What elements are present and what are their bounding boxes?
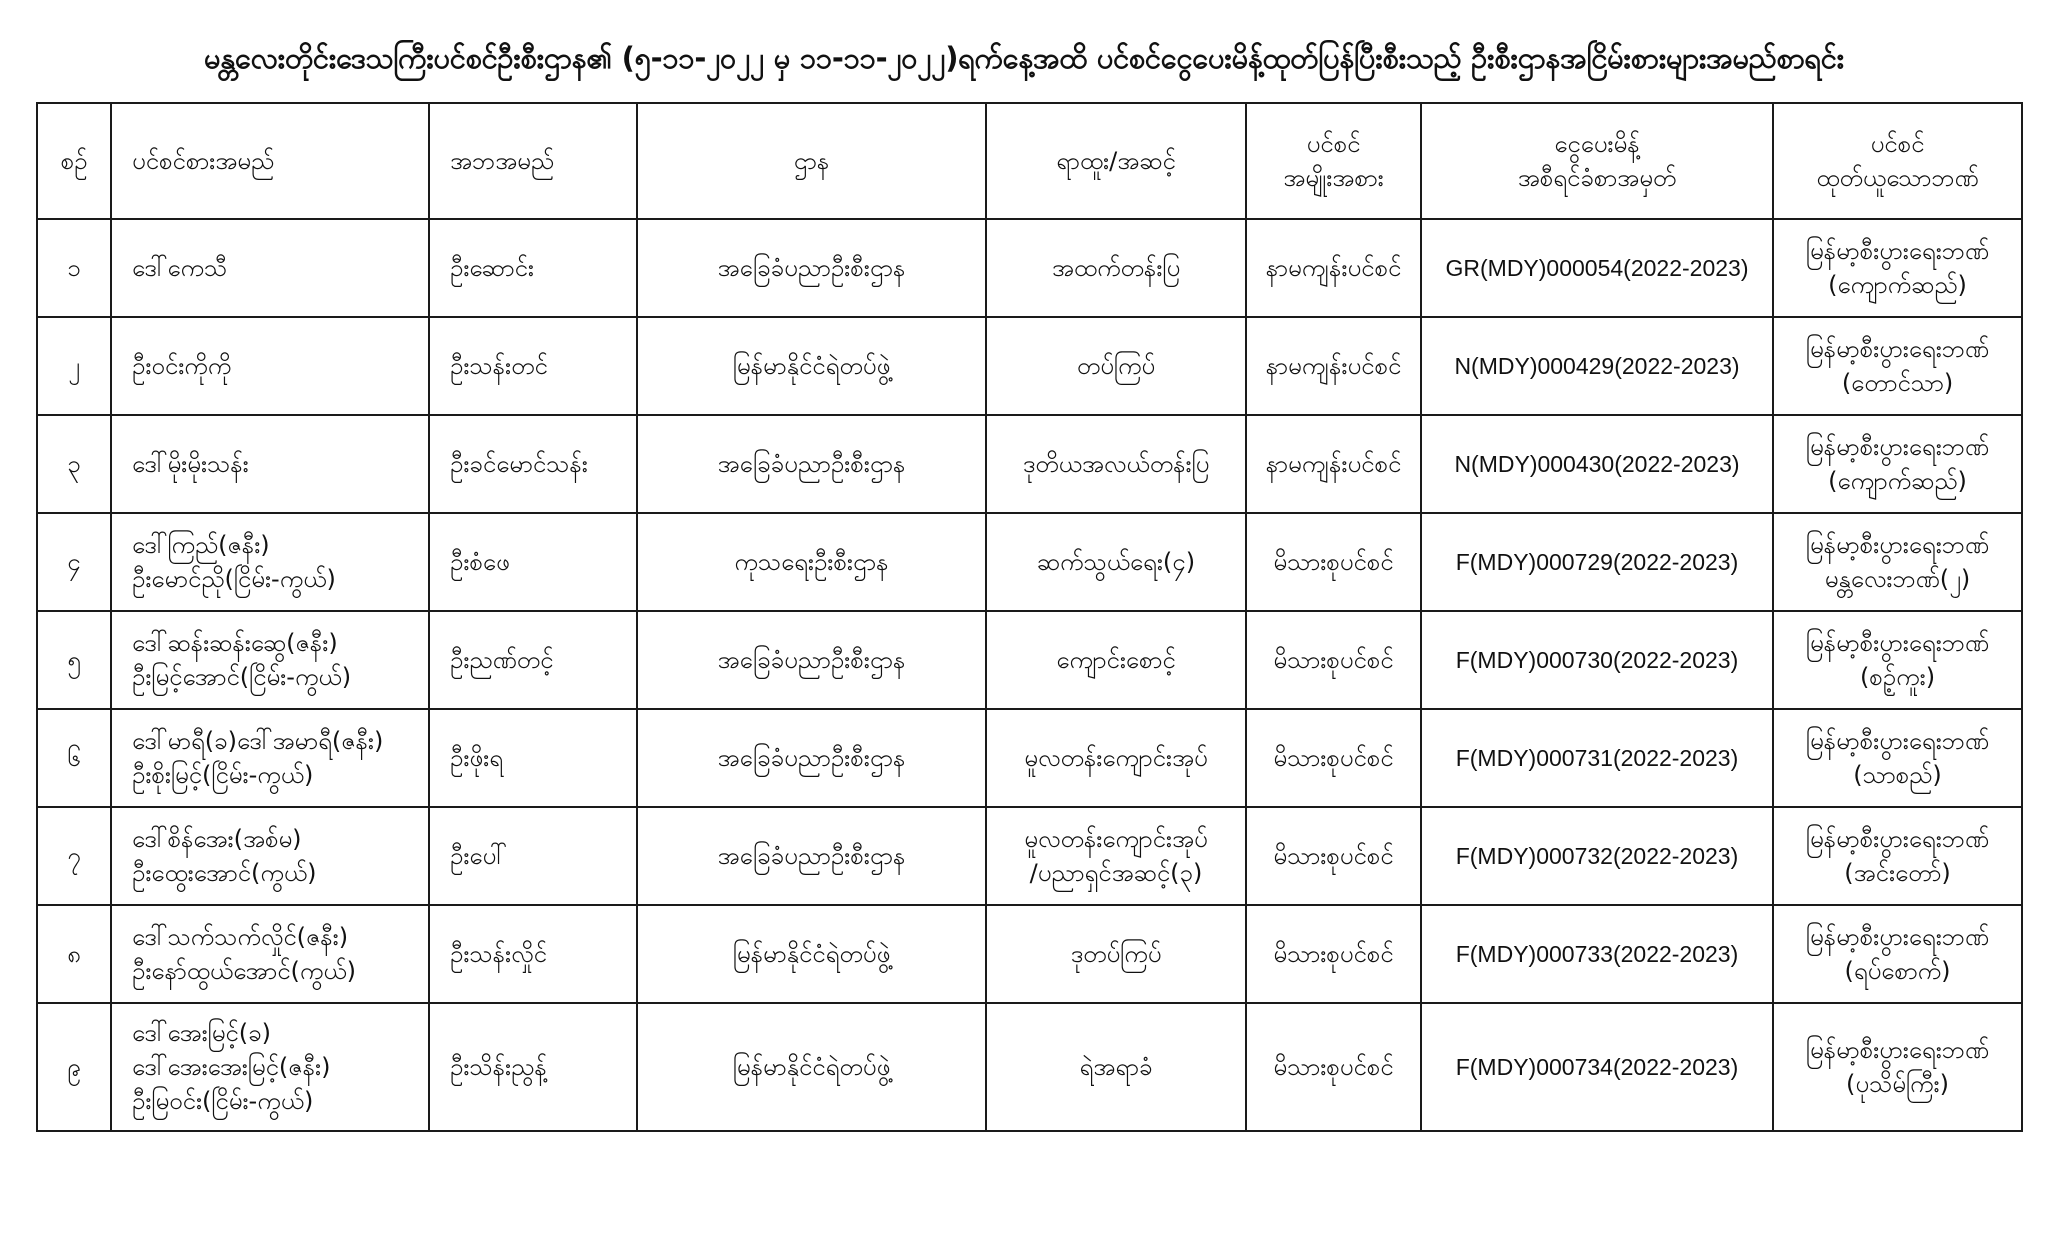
cell-pensioner-name xyxy=(111,709,429,807)
cell-number-text: ၉ xyxy=(67,1052,81,1081)
pensioner-table xyxy=(36,102,2023,1132)
cell-rank-text: ကျောင်းစောင့် xyxy=(1056,645,1176,674)
cell-rank xyxy=(986,219,1246,317)
cell-pension-type-text: နာမကျန်းပင်စင် xyxy=(1265,253,1402,282)
header-pension-type xyxy=(1246,103,1421,219)
cell-order-number-text: F(MDY)000730(2022-2023) xyxy=(1455,646,1739,673)
cell-order-number xyxy=(1421,905,1773,1003)
cell-bank xyxy=(1773,317,2022,415)
cell-pension-type xyxy=(1246,807,1421,905)
cell-rank xyxy=(986,905,1246,1003)
cell-pension-type xyxy=(1246,611,1421,709)
cell-pensioner-name-text: ဒေါ်အေးမြင့်(ခ) xyxy=(132,1018,271,1047)
cell-rank-text: အထက်တန်းပြ xyxy=(1051,253,1181,282)
cell-father-name xyxy=(429,807,637,905)
cell-pensioner-name-text: ဦးဝင်းကိုကို xyxy=(132,351,232,380)
cell-bank xyxy=(1773,513,2022,611)
cell-department-text: အခြေခံပညာဦးစီးဌာန xyxy=(717,449,906,478)
cell-department xyxy=(637,709,986,807)
cell-father-name-text: ဦးသန်းတင် xyxy=(450,351,548,380)
cell-pension-type-text: မိသားစုပင်စင် xyxy=(1273,939,1394,968)
cell-pensioner-name-text: ဦးစိုးမြင့်(ငြိမ်း-ကွယ်) xyxy=(132,761,314,789)
cell-pension-type-text: နာမကျန်းပင်စင် xyxy=(1265,351,1402,380)
cell-department-text: မြန်မာနိုင်ငံရဲတပ်ဖွဲ့ xyxy=(732,351,891,380)
cell-pensioner-name-text: ဒေါ်သက်သက်လှိုင်(ဇနီး) xyxy=(132,922,349,951)
cell-pensioner-name-text: ဦးထွေးအောင်(ကွယ်) xyxy=(132,859,317,887)
cell-bank xyxy=(1773,611,2022,709)
header-department: ဌာန xyxy=(637,103,986,219)
cell-bank-text: မြန်မာ့စီးပွားရေးဘဏ် xyxy=(1805,236,1990,265)
cell-pension-type xyxy=(1246,709,1421,807)
cell-pension-type-text: မိသားစုပင်စင် xyxy=(1273,547,1394,576)
cell-father-name xyxy=(429,317,637,415)
cell-number-text: ၈ xyxy=(67,939,81,968)
header-order-number-line1: ငွေပေးမိန့် xyxy=(1554,129,1640,158)
cell-father-name-text: ဦးညဏ်တင့် xyxy=(450,645,554,674)
table-row xyxy=(37,709,2022,807)
table-row xyxy=(37,219,2022,317)
cell-pension-type xyxy=(1246,317,1421,415)
header-rank: ရာထူး/အဆင့် xyxy=(986,103,1246,219)
header-pensioner-name: ပင်စင်စားအမည် xyxy=(111,103,429,219)
cell-rank-text: ဆက်သွယ်ရေး(၄) xyxy=(1036,547,1196,576)
cell-department xyxy=(637,611,986,709)
cell-father-name-text: ဦးဖိုးရ xyxy=(450,743,503,772)
cell-order-number-text: F(MDY)000731(2022-2023) xyxy=(1455,744,1739,771)
cell-father-name-text: ဦးဆောင်း xyxy=(450,253,534,282)
cell-department xyxy=(637,317,986,415)
cell-pensioner-name-text: ဒေါ်စိန်အေး(အစ်မ) xyxy=(132,824,302,853)
cell-rank xyxy=(986,709,1246,807)
cell-order-number-text: F(MDY)000732(2022-2023) xyxy=(1455,842,1739,869)
header-order-number-line2: အစီရင်ခံစာအမှတ် xyxy=(1517,164,1677,192)
table-row xyxy=(37,513,2022,611)
header-no: စဉ် xyxy=(37,103,111,219)
cell-department xyxy=(637,905,986,1003)
cell-department-text: အခြေခံပညာဦးစီးဌာန xyxy=(717,645,906,674)
cell-department-text: အခြေခံပညာဦးစီးဌာန xyxy=(717,253,906,282)
cell-bank-text: (ပုသိမ်ကြီး) xyxy=(1846,1070,1949,1098)
cell-number-text: ၄ xyxy=(67,547,81,576)
cell-rank xyxy=(986,415,1246,513)
cell-pensioner-name xyxy=(111,513,429,611)
cell-pensioner-name xyxy=(111,807,429,905)
header-bank xyxy=(1773,103,2022,219)
cell-pensioner-name-text: ဒေါ်မိုးမိုးသန်း xyxy=(132,449,249,478)
cell-pensioner-name-text: ဒေါ်ကြည်(ဇနီး) xyxy=(132,530,270,559)
cell-father-name xyxy=(429,905,637,1003)
cell-bank xyxy=(1773,807,2022,905)
cell-rank xyxy=(986,807,1246,905)
header-father-name: အဘအမည် xyxy=(429,103,637,219)
cell-order-number-text: F(MDY)000734(2022-2023) xyxy=(1455,1053,1739,1080)
cell-pension-type xyxy=(1246,1003,1421,1131)
cell-pensioner-name xyxy=(111,611,429,709)
table-row xyxy=(37,611,2022,709)
cell-bank xyxy=(1773,219,2022,317)
cell-father-name xyxy=(429,415,637,513)
cell-order-number xyxy=(1421,709,1773,807)
cell-father-name-text: ဦးသိန်းညွန့် xyxy=(450,1052,547,1081)
cell-rank-text: မူလတန်းကျောင်းအုပ် xyxy=(1024,824,1208,853)
cell-number-text: ၆ xyxy=(67,743,81,772)
cell-father-name xyxy=(429,611,637,709)
cell-pensioner-name-text: ဦးမောင်ညို(ငြိမ်း-ကွယ်) xyxy=(132,565,336,593)
cell-bank-text: (သာစည်) xyxy=(1853,761,1942,789)
cell-pensioner-name-text: ဦးမြင့်အောင်(ငြိမ်း-ကွယ်) xyxy=(132,663,352,691)
cell-department xyxy=(637,1003,986,1131)
header-pension-type-line2: အမျိုးအစား xyxy=(1283,164,1384,192)
cell-pension-type-text: မိသားစုပင်စင် xyxy=(1273,645,1394,674)
cell-pension-type-text: မိသားစုပင်စင် xyxy=(1273,1052,1394,1081)
cell-bank-text: (ရပ်စောက်) xyxy=(1844,957,1951,985)
cell-order-number xyxy=(1421,807,1773,905)
cell-rank-text: ဒုတပ်ကြပ် xyxy=(1070,939,1162,968)
cell-pension-type-text: မိသားစုပင်စင် xyxy=(1273,841,1394,870)
cell-bank-text: မြန်မာ့စီးပွားရေးဘဏ် xyxy=(1805,1035,1990,1064)
header-order-number xyxy=(1421,103,1773,219)
cell-department xyxy=(637,219,986,317)
table-row xyxy=(37,317,2022,415)
cell-department xyxy=(637,807,986,905)
cell-department-text: ကုသရေးဦးစီးဌာန xyxy=(734,547,889,576)
page-title: မန္တလေးတိုင်းဒေသကြီးပင်စင်ဦးစီးဌာန၏ (၅-၁၁-၂၀၂၂ မှ ၁၁-၁၁-၂၀၂၂)ရက်နေ့အထိ ပင်စင်ငွေပေးမိန့်ထုတ်ပြန်ပြီးစီးသည့် ဦးစီးဌာနအငြိမ်းစားများအမည်စာရင်း xyxy=(204,41,1844,75)
cell-bank-text: မြန်မာ့စီးပွားရေးဘဏ် xyxy=(1805,628,1990,657)
cell-bank-text: (တောင်သာ) xyxy=(1841,369,1954,397)
table-row xyxy=(37,415,2022,513)
cell-number xyxy=(37,905,111,1003)
cell-order-number xyxy=(1421,317,1773,415)
cell-department-text: အခြေခံပညာဦးစီးဌာန xyxy=(717,743,906,772)
cell-father-name-text: ဦးသန်းလှိုင် xyxy=(450,939,547,968)
table-row xyxy=(37,807,2022,905)
cell-rank-text: /ပညာရှင်အဆင့်(၃) xyxy=(1029,859,1203,887)
cell-bank-text: (ကျောက်ဆည်) xyxy=(1828,467,1967,495)
cell-number xyxy=(37,513,111,611)
cell-father-name xyxy=(429,1003,637,1131)
cell-number xyxy=(37,219,111,317)
cell-pension-type xyxy=(1246,905,1421,1003)
cell-father-name xyxy=(429,513,637,611)
cell-rank xyxy=(986,611,1246,709)
cell-order-number-text: N(MDY)000430(2022-2023) xyxy=(1454,450,1740,477)
cell-rank xyxy=(986,513,1246,611)
table-row xyxy=(37,1003,2022,1131)
cell-order-number xyxy=(1421,219,1773,317)
table-header-row xyxy=(37,103,2022,219)
cell-department xyxy=(637,415,986,513)
cell-father-name xyxy=(429,219,637,317)
cell-order-number xyxy=(1421,1003,1773,1131)
cell-father-name-text: ဦးစံဖေ xyxy=(450,547,510,576)
cell-department xyxy=(637,513,986,611)
cell-order-number-text: GR(MDY)000054(2022-2023) xyxy=(1445,254,1749,281)
table-body xyxy=(37,219,2022,1131)
cell-number-text: ၂ xyxy=(68,351,80,380)
cell-bank xyxy=(1773,1003,2022,1131)
cell-bank-text: မြန်မာ့စီးပွားရေးဘဏ် xyxy=(1805,334,1990,363)
cell-order-number-text: F(MDY)000733(2022-2023) xyxy=(1455,940,1739,967)
cell-pensioner-name-text: ဒေါ်အေးအေးမြင့်(ဇနီး) xyxy=(132,1052,331,1081)
cell-bank xyxy=(1773,905,2022,1003)
cell-pensioner-name xyxy=(111,219,429,317)
cell-number-text: ၇ xyxy=(67,841,81,870)
cell-father-name-text: ဦးပေါ် xyxy=(450,841,507,870)
cell-pension-type-text: နာမကျန်းပင်စင် xyxy=(1265,449,1402,478)
cell-bank-text: မြန်မာ့စီးပွားရေးဘဏ် xyxy=(1805,922,1990,951)
cell-pension-type xyxy=(1246,219,1421,317)
cell-pensioner-name-text: ဒေါ်ဆန်းဆန်းဆွေ(ဇနီး) xyxy=(132,628,338,657)
cell-number xyxy=(37,317,111,415)
cell-pensioner-name xyxy=(111,317,429,415)
cell-department-text: မြန်မာနိုင်ငံရဲတပ်ဖွဲ့ xyxy=(732,939,891,968)
cell-bank-text: မြန်မာ့စီးပွားရေးဘဏ် xyxy=(1805,530,1990,559)
cell-rank xyxy=(986,1003,1246,1131)
cell-bank-text: မြန်မာ့စီးပွားရေးဘဏ် xyxy=(1805,726,1990,755)
cell-pension-type xyxy=(1246,513,1421,611)
cell-bank-text: မြန်မာ့စီးပွားရေးဘဏ် xyxy=(1805,824,1990,853)
cell-bank-text: (ကျောက်ဆည်) xyxy=(1828,271,1967,299)
cell-pensioner-name-text: ဦးမြဝင်း(ငြိမ်း-ကွယ်) xyxy=(132,1087,314,1116)
cell-rank xyxy=(986,317,1246,415)
header-bank-line2: ထုတ်ယူသောဘဏ် xyxy=(1816,164,1979,192)
cell-pensioner-name-text: ဒေါ်မာရီ(ခ)ဒေါ်အမာရီ(ဇနီး) xyxy=(132,726,384,755)
cell-department-text: အခြေခံပညာဦးစီးဌာန xyxy=(717,841,906,870)
cell-pension-type-text: မိသားစုပင်စင် xyxy=(1273,743,1394,772)
cell-number-text: ၅ xyxy=(67,645,81,674)
cell-order-number xyxy=(1421,611,1773,709)
cell-pensioner-name-text: ဒေါ်ကေသီ xyxy=(132,253,228,282)
cell-bank xyxy=(1773,709,2022,807)
cell-rank-text: ဒုတိယအလယ်တန်းပြ xyxy=(1022,449,1210,478)
cell-order-number-text: N(MDY)000429(2022-2023) xyxy=(1454,352,1740,379)
cell-pensioner-name xyxy=(111,905,429,1003)
header-bank-line1: ပင်စင် xyxy=(1870,129,1925,158)
cell-bank-text: (စဉ့်ကူး) xyxy=(1859,663,1936,691)
cell-pensioner-name-text: ဦးနော်ထွယ်အောင်(ကွယ်) xyxy=(132,957,357,985)
cell-pensioner-name xyxy=(111,1003,429,1131)
cell-number-text: ၃ xyxy=(67,449,81,478)
cell-number xyxy=(37,807,111,905)
cell-rank-text: မူလတန်းကျောင်းအုပ် xyxy=(1024,743,1208,772)
cell-order-number xyxy=(1421,513,1773,611)
cell-bank xyxy=(1773,415,2022,513)
cell-number xyxy=(37,709,111,807)
table-row xyxy=(37,905,2022,1003)
cell-department-text: မြန်မာနိုင်ငံရဲတပ်ဖွဲ့ xyxy=(732,1052,891,1081)
cell-order-number-text: F(MDY)000729(2022-2023) xyxy=(1455,548,1739,575)
cell-pensioner-name xyxy=(111,415,429,513)
cell-order-number xyxy=(1421,415,1773,513)
cell-number-text: ၁ xyxy=(67,253,81,282)
cell-bank-text: မြန်မာ့စီးပွားရေးဘဏ် xyxy=(1805,432,1990,461)
cell-number xyxy=(37,415,111,513)
cell-father-name-text: ဦးခင်မောင်သန်း xyxy=(450,449,588,478)
cell-bank-text: မန္တလေးဘဏ်(၂) xyxy=(1824,565,1971,593)
cell-bank-text: (အင်းတော်) xyxy=(1844,859,1951,887)
cell-rank-text: ရဲအရာခံ xyxy=(1079,1052,1153,1081)
cell-number xyxy=(37,1003,111,1131)
cell-number xyxy=(37,611,111,709)
cell-pension-type xyxy=(1246,415,1421,513)
header-pension-type-line1: ပင်စင် xyxy=(1306,129,1361,158)
cell-father-name xyxy=(429,709,637,807)
cell-rank-text: တပ်ကြပ် xyxy=(1076,351,1156,380)
